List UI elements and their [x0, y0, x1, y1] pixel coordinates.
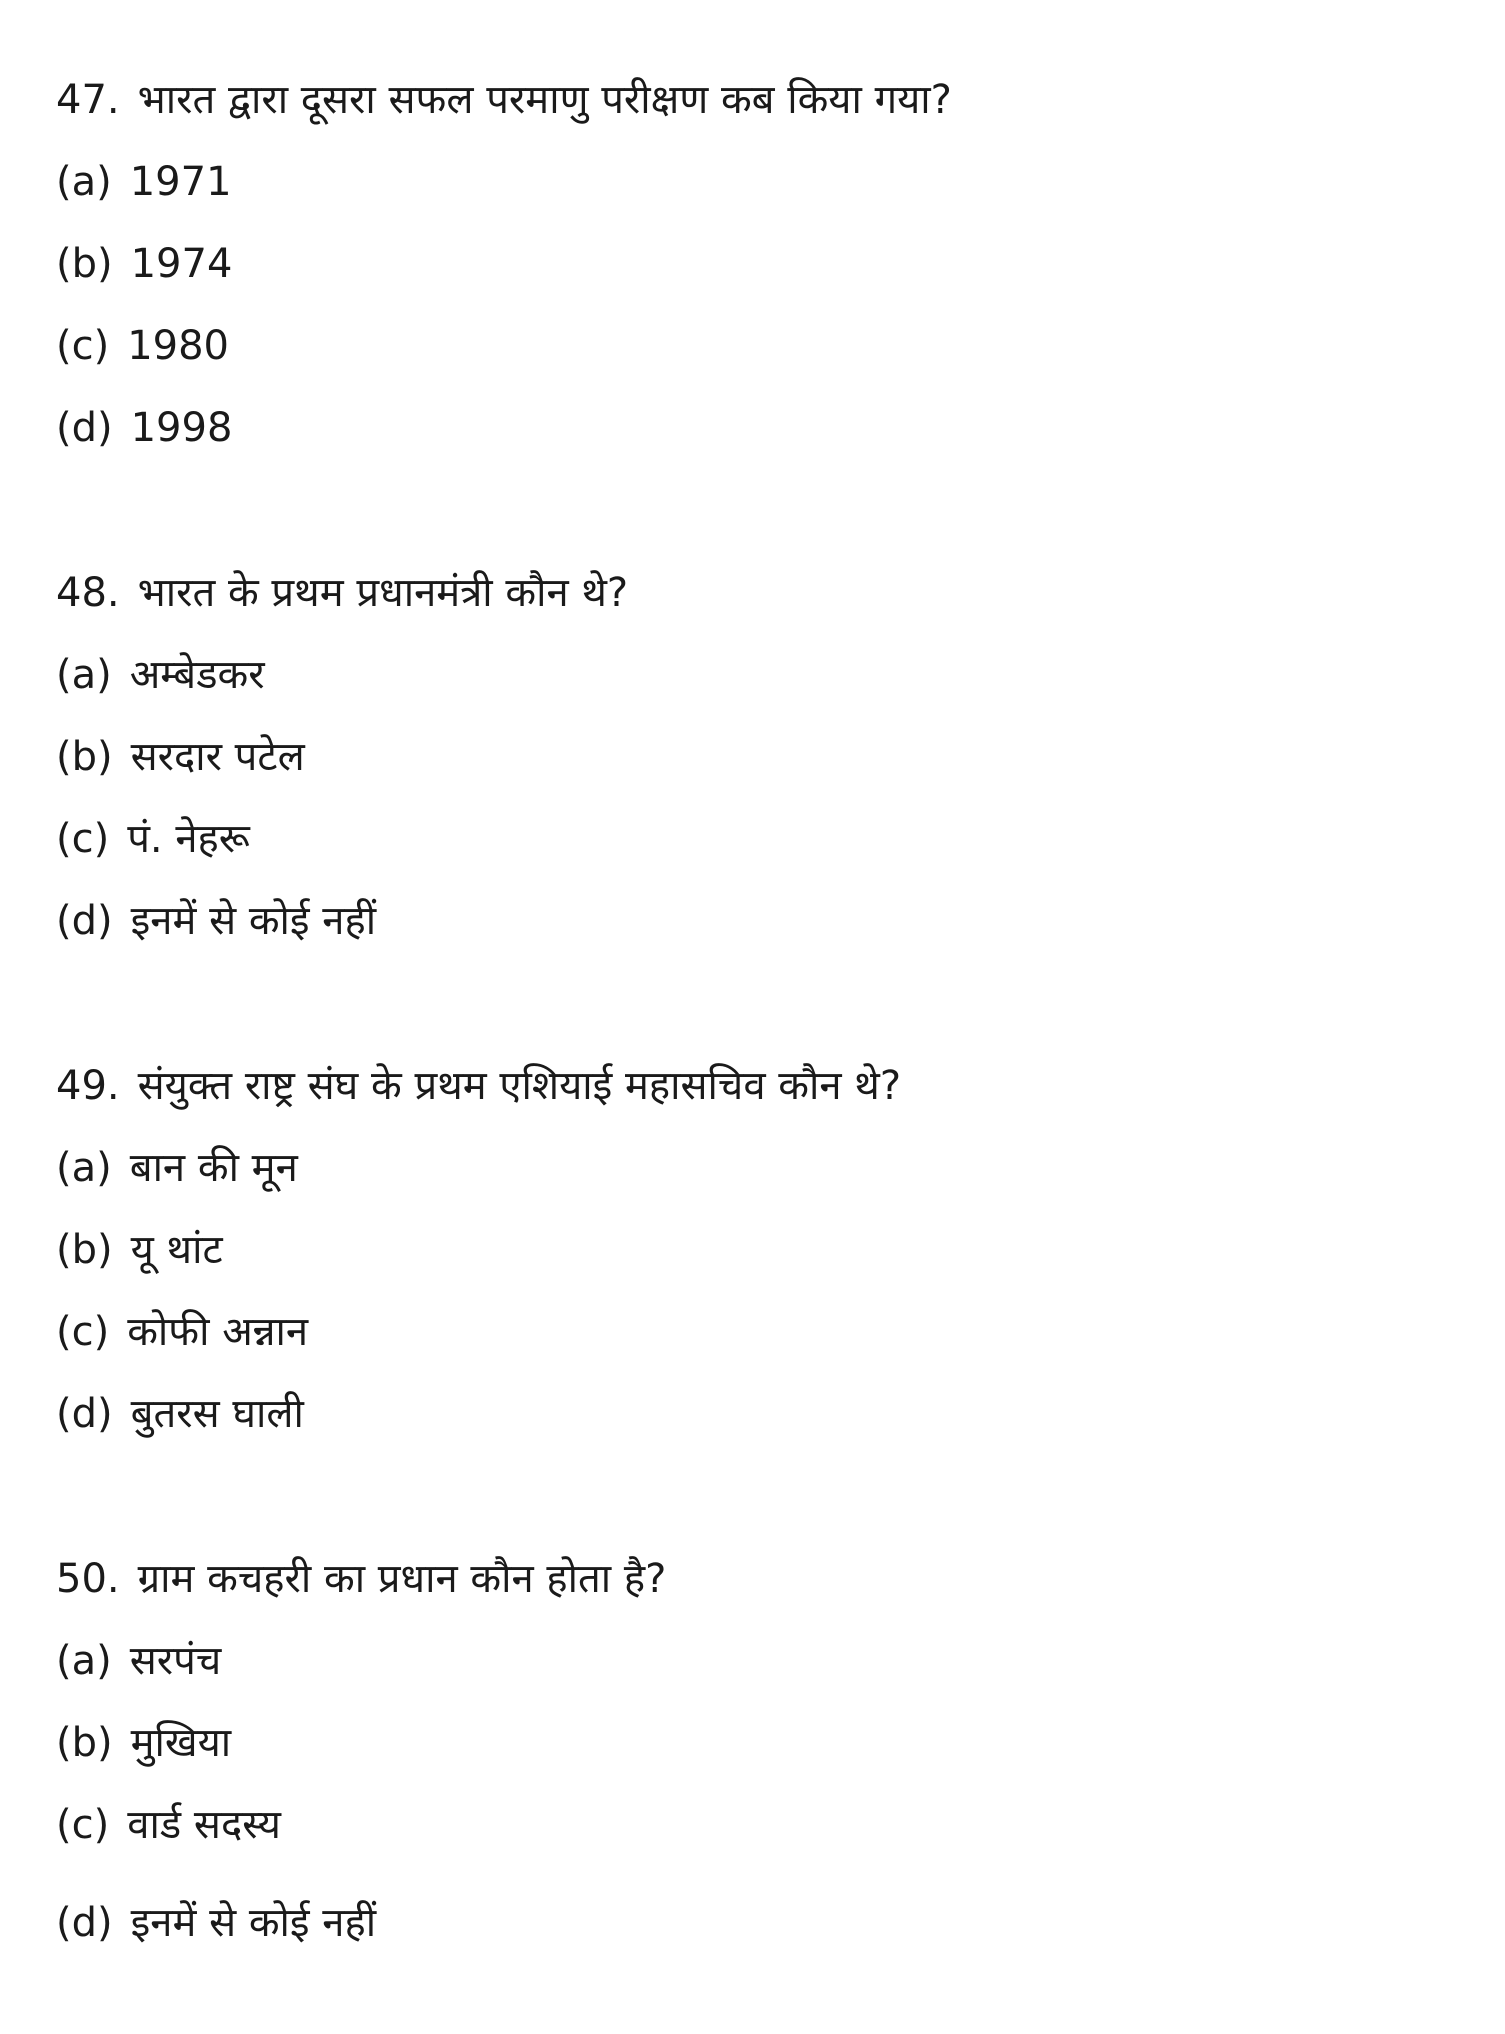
- option-marker: (d): [56, 1391, 113, 1437]
- option-text: इनमें से कोई नहीं: [130, 898, 377, 944]
- option-text: सरपंच: [129, 1638, 222, 1684]
- question-number: 48.: [56, 570, 120, 616]
- question-text-line: [56, 1056, 1456, 1138]
- question-text: संयुक्त राष्ट्र संघ के प्रथम एशियाई महासचिव कौन थे?: [137, 1063, 902, 1109]
- option-c: [56, 809, 1456, 891]
- question-49: [56, 1056, 1456, 1466]
- option-b: [56, 727, 1456, 809]
- option-text: यू थांट: [130, 1227, 223, 1273]
- option-a: [56, 1138, 1456, 1220]
- question-text-line: [56, 1549, 1456, 1631]
- option-text: मुखिया: [130, 1720, 232, 1766]
- option-marker: (b): [56, 241, 113, 287]
- option-marker: (c): [56, 1802, 110, 1848]
- question-text: ग्राम कचहरी का प्रधान कौन होता है?: [137, 1556, 667, 1602]
- option-text: 1974: [130, 241, 233, 287]
- option-text: कोफी अन्नान: [127, 1309, 309, 1355]
- option-marker: (d): [56, 898, 113, 944]
- option-text: पं. नेहरू: [127, 816, 250, 862]
- question-50: [56, 1549, 1456, 1975]
- option-b: [56, 1713, 1456, 1795]
- option-marker: (a): [56, 652, 112, 698]
- option-c: [56, 1302, 1456, 1384]
- option-marker: (d): [56, 405, 113, 451]
- option-d: [56, 1893, 1456, 1975]
- question-number: 49.: [56, 1063, 120, 1109]
- option-marker: (b): [56, 1720, 113, 1766]
- option-marker: (d): [56, 1900, 113, 1946]
- option-c: [56, 1795, 1456, 1877]
- option-marker: (c): [56, 323, 110, 369]
- option-marker: (a): [56, 1145, 112, 1191]
- question-text-line: [56, 70, 1456, 152]
- option-a: [56, 1631, 1456, 1713]
- question-number: 50.: [56, 1556, 120, 1602]
- option-d: [56, 891, 1456, 973]
- option-text: बान की मून: [129, 1145, 298, 1191]
- option-a: [56, 152, 1456, 234]
- option-a: [56, 645, 1456, 727]
- option-text: 1998: [130, 405, 233, 451]
- option-marker: (c): [56, 1309, 110, 1355]
- question-48: [56, 563, 1456, 973]
- option-b: [56, 1220, 1456, 1302]
- question-text-line: [56, 563, 1456, 645]
- option-marker: (a): [56, 159, 112, 205]
- option-text: वार्ड सदस्य: [127, 1802, 281, 1848]
- question-text: भारत के प्रथम प्रधानमंत्री कौन थे?: [137, 570, 629, 616]
- option-marker: (b): [56, 1227, 113, 1273]
- option-marker: (b): [56, 734, 113, 780]
- option-text: अम्बेडकर: [129, 652, 265, 698]
- option-d: [56, 1384, 1456, 1466]
- question-47: [56, 70, 1456, 480]
- option-d: [56, 398, 1456, 480]
- option-text: 1971: [129, 159, 232, 205]
- option-marker: (c): [56, 816, 110, 862]
- option-text: बुतरस घाली: [130, 1391, 304, 1437]
- option-marker: (a): [56, 1638, 112, 1684]
- option-c: [56, 316, 1456, 398]
- option-text: सरदार पटेल: [130, 734, 305, 780]
- option-b: [56, 234, 1456, 316]
- option-text: इनमें से कोई नहीं: [130, 1900, 377, 1946]
- question-text: भारत द्वारा दूसरा सफल परमाणु परीक्षण कब किया गया?: [137, 77, 952, 123]
- option-text: 1980: [127, 323, 229, 369]
- question-number: 47.: [56, 77, 120, 123]
